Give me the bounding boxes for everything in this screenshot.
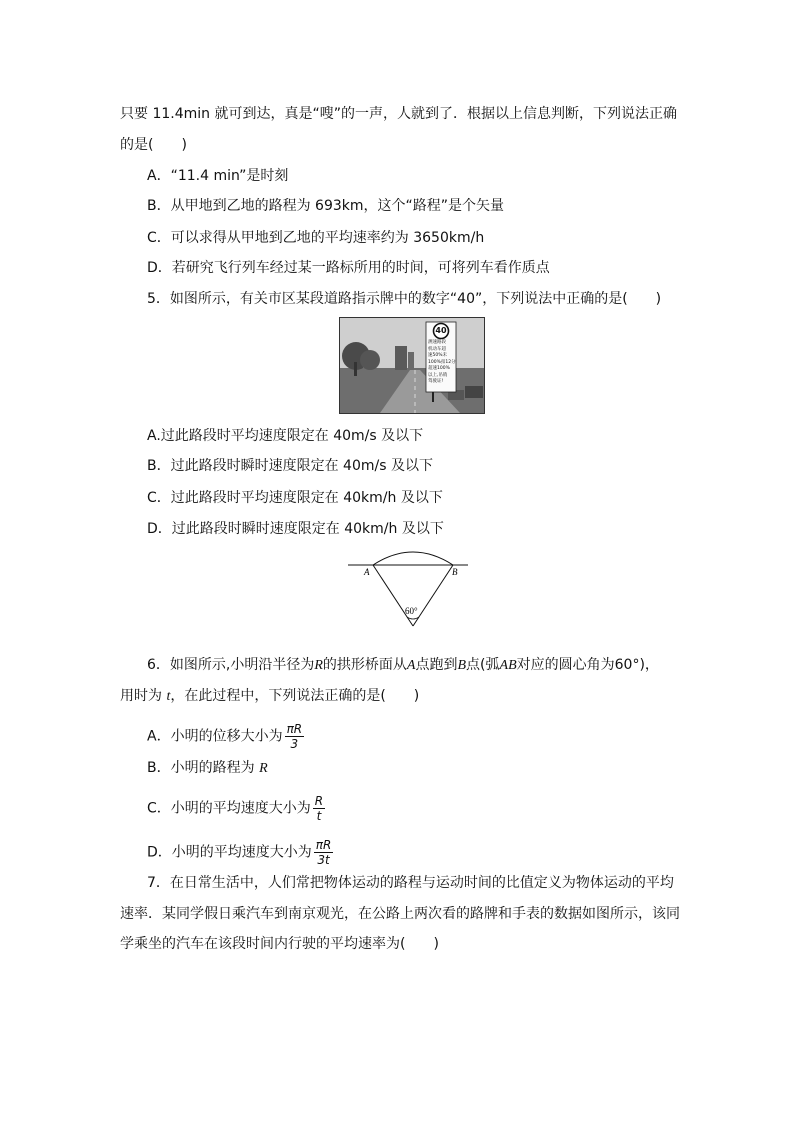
angle-label: 60° [405, 606, 418, 616]
q6-var-ab: AB [499, 658, 517, 673]
q6-option-b-text: B．小明的路程为 [147, 760, 260, 776]
q6-var-t: t [166, 689, 171, 704]
q6-stem-line2 [120, 686, 419, 707]
q6-stem-part: 点(弧 [466, 657, 500, 673]
sign-line: 测速路段 [428, 340, 446, 345]
fraction-numerator: πR [315, 838, 332, 852]
q5-option-a: A.过此路段时平均速度限定在 40m/s 及以下 [147, 428, 424, 444]
sign-line: 以上,吊销 [428, 372, 448, 378]
q6-option-d [147, 838, 333, 867]
q5-option-c: C．过此路段时平均速度限定在 40km/h 及以下 [147, 490, 443, 506]
q6-option-a [147, 722, 304, 751]
q6-option-b-var: R [259, 761, 268, 776]
q6-var-b: B [457, 658, 467, 673]
q6-option-c [147, 794, 325, 823]
arch-bridge-diagram [345, 548, 473, 630]
q5-stem: 5．如图所示，有关市区某段道路指示牌中的数字“40”，下列说法中正确的是( ) [147, 291, 662, 307]
q6-stem-part: ，在此过程中，下列说法正确的是( ) [170, 688, 420, 704]
sign-line: 驾驶证! [428, 379, 444, 384]
q6-stem-part: 点跑到 [415, 657, 458, 673]
q6-stem-part: 6．如图所示,小明沿半径为 [147, 657, 315, 673]
fraction [313, 794, 325, 823]
q4-option-c: C．可以求得从甲地到乙地的平均速率约为 3650km/h [147, 230, 485, 246]
fraction [314, 838, 334, 867]
arc-ab [373, 552, 453, 565]
q4-option-d: D．若研究飞行列车经过某一路标所用的时间，可将列车看作质点 [147, 260, 550, 276]
fraction-denominator: 3t [317, 853, 330, 867]
label-a: A [364, 567, 370, 577]
fraction-denominator: t [316, 809, 322, 823]
q6-stem-line1 [147, 655, 659, 676]
sign-line: 100%扣12分 [428, 359, 456, 365]
q6-option-b [147, 758, 268, 779]
q7-stem-line3: 学乘坐的汽车在该段时间内行驶的平均速率为( ) [120, 936, 439, 952]
q6-stem-part: 用时为 [120, 688, 167, 704]
radius-b [413, 565, 453, 626]
road-sign-photo [339, 317, 485, 414]
q6-option-a-text: A．小明的位移大小为 [147, 728, 283, 745]
q7-stem-line2: 速率．某同学假日乘汽车到南京观光，在公路上两次看的路牌和手表的数据如图所示，该同 [120, 906, 680, 922]
q6-option-c-text: C．小明的平均速度大小为 [147, 800, 311, 817]
fraction-numerator: πR [286, 722, 303, 736]
radius-a [373, 565, 413, 626]
fraction-denominator: 3 [290, 737, 299, 751]
q7-stem-line1: 7．在日常生活中，人们常把物体运动的路程与运动时间的比值定义为物体运动的平均 [147, 875, 674, 891]
q5-option-b: B．过此路段时瞬时速度限定在 40m/s 及以下 [147, 458, 433, 474]
q6-stem-part: 对应的圆心角为60°)， [516, 657, 659, 673]
q6-option-d-text: D．小明的平均速度大小为 [147, 844, 312, 861]
sign-text [428, 340, 456, 386]
q4-stem-line2: 的是( ) [120, 137, 187, 153]
q5-option-d: D．过此路段时瞬时速度限定在 40km/h 及以下 [147, 521, 444, 537]
fraction [285, 722, 305, 751]
q4-stem-line1: 只要 11.4min 就可到达，真是“嗖”的一声，人就到了．根据以上信息判断，下列说法正确 [120, 106, 677, 122]
speed-limit-number: 40 [435, 326, 447, 335]
q6-var-a: A [406, 658, 416, 673]
q6-stem-part: 的拱形桥面从 [322, 657, 407, 673]
label-b: B [452, 567, 458, 577]
q4-option-b: B．从甲地到乙地的路程为 693km，这个“路程”是个矢量 [147, 198, 505, 214]
road-sign-photo-graphic [340, 318, 484, 413]
fraction-numerator: R [314, 794, 324, 808]
sign-line: 超速100% [428, 366, 450, 371]
sign-line: 机动车超 [428, 346, 446, 352]
sign-line: 速50%未 [428, 353, 448, 358]
q4-option-a: A．“11.4 min”是时刻 [147, 168, 289, 184]
q6-var-r: R [314, 658, 323, 673]
